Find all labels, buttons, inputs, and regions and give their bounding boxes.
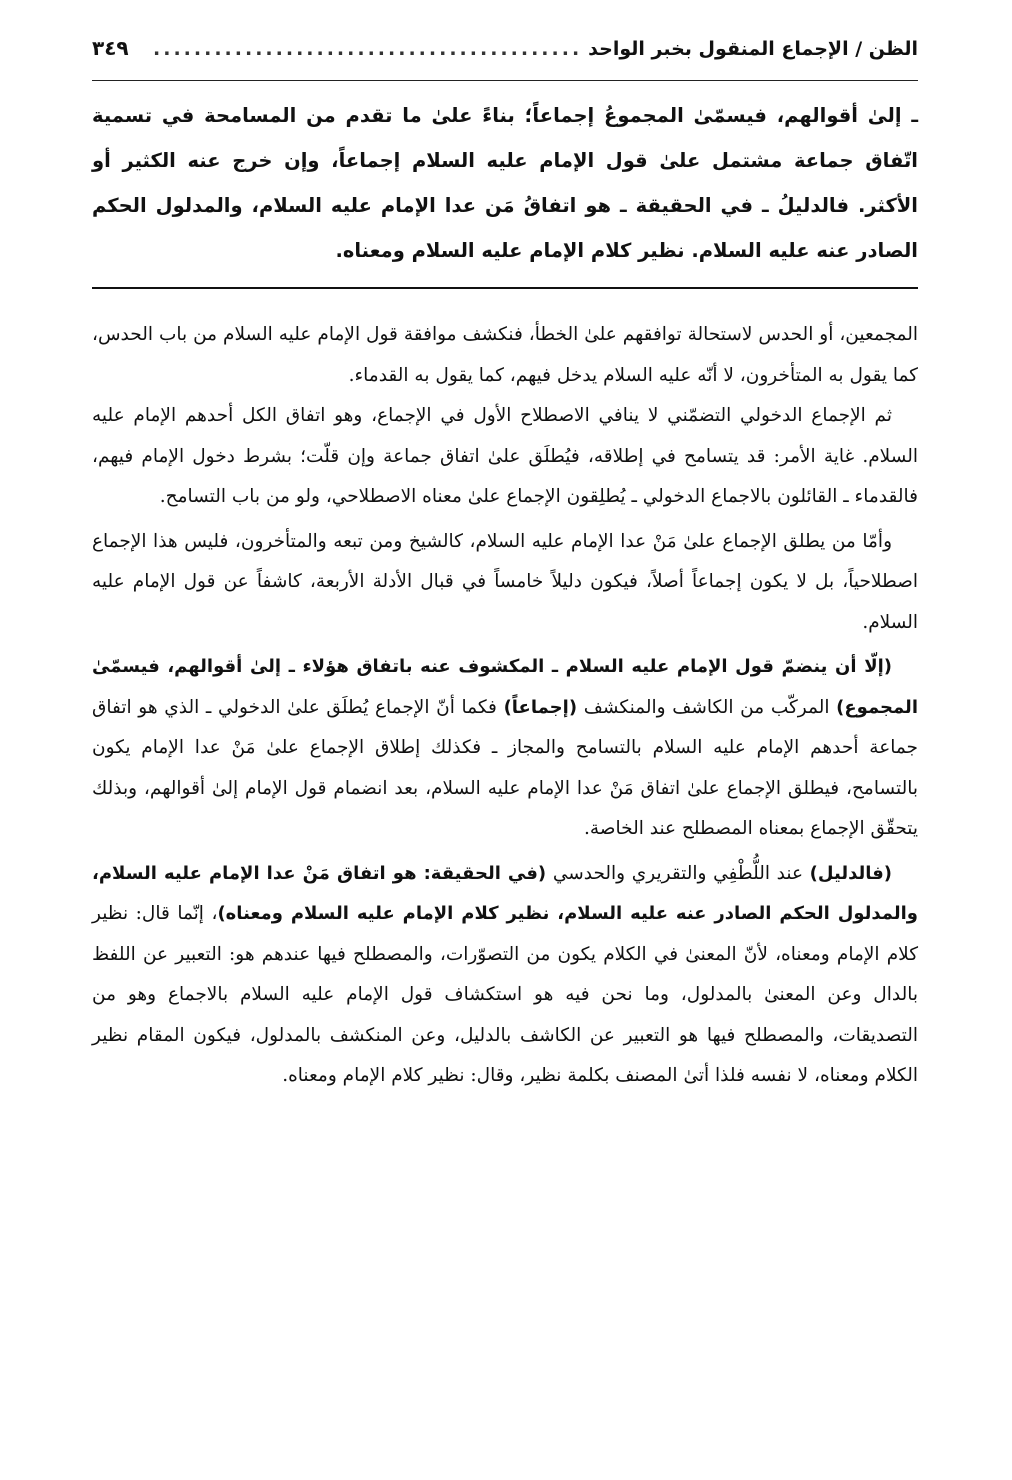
commentary-block bbox=[92, 315, 918, 1097]
separator-rule bbox=[92, 287, 918, 289]
commentary-paragraph-3: وأمّا من يطلق الإجماع علىٰ مَنْ عدا الإمام عليه السلام، كالشيخ ومن تبعه والمتأخرون، فليس هذا الإجماع اصطلاحياً، بل لا يكون إجماعاً أصلاً، فيكون دليلاً خامساً في قبال الأدلة الأربعة، كاشفاً عن قول الإمام عليه السلام. bbox=[92, 530, 918, 633]
leader-dots: .......................................... bbox=[153, 38, 583, 60]
commentary-text: فكما أنّ الإجماع يُطلَق علىٰ الدخولي ـ الذي هو اتفاق جماعة أحدهم الإمام عليه السلام بالتسامح والمجاز ـ فكذلك إطلاق الإجماع علىٰ مَنْ عدا الإمام يكون بالتسامح، فيطلق الإجماع علىٰ اتفاق مَنْ عدا الإمام عليه السلام، بعد انضمام قول الإمام إلىٰ أقوالهم، وبذلك يتحقّق الإجماع بمعناه المصطلح عند الخاصة. bbox=[92, 696, 918, 839]
main-text: ـ إلىٰ أقوالهم، فيسمّىٰ المجموعُ إجماعاً؛ بناءً علىٰ ما تقدم من المسامحة في تسمية اتّفاق جماعة مشتمل علىٰ قول الإمام عليه السلام إجماعاً، وإن خرج عنه الكثير أو الأكثر. فالدليلُ ـ في الحقيقة ـ هو اتفاقُ مَن عدا الإمام عليه السلام، والمدلول الحكم الصادر عنه عليه السلام. نظير كلام الإمام عليه السلام ومعناه. bbox=[92, 104, 918, 262]
quoted-text-lead: (إلّا أن ينضمّ قول الإمام عليه السلام ـ المكشوف عنه باتفاق هؤلاء ـ إلىٰ أقوالهم، فيسمّىٰ المجموع) bbox=[92, 656, 918, 718]
commentary-paragraph-2: ثم الإجماع الدخولي التضمّني لا ينافي الاصطلاح الأول في الإجماع، وهو اتفاق الكل أحدهم الإمام عليه السلام. غاية الأمر: قد يتسامح في إطلاقه، فيُطلَق علىٰ اتفاق جماعة وإن قلّت؛ بشرط دخول الإمام فيهم، فالقدماء ـ القائلون بالاجماع الدخولي ـ يُطلِقون الإجماع علىٰ معناه الاصطلاحي، ولو من باب التسامح. bbox=[92, 405, 918, 507]
commentary-text: عند اللُّطْفِي والتقريري والحدسي bbox=[546, 862, 810, 884]
commentary-paragraph-5 bbox=[92, 854, 918, 1097]
running-header bbox=[92, 36, 918, 81]
quoted-text: (في الحقيقة: هو اتفاق مَنْ عدا الإمام عليه السلام، والمدلول الحكم الصادر عنه عليه السلام، نظير كلام الإمام عليه السلام ومعناه) bbox=[92, 862, 918, 924]
quoted-text-lead: (فالدليل) bbox=[809, 862, 892, 884]
commentary-text: ، إنّما قال: نظير كلام الإمام ومعناه، لأنّ المعنىٰ في الكلام يكون من التصوّرات، والمصطلح فيها عندهم هو: التعبير عن اللفظ بالدال وعن المعنىٰ بالمدلول، وما نحن فيه هو استكشاف قول الإمام عليه السلام بالاجماع وهو من التصديقات، والمصطلح فيها هو التعبير عن الكاشف بالدليل، وعن المنكشف بالمدلول، فيكون المقام نظير الكلام ومعناه، لا نفسه فلذا أتىٰ المصنف بكلمة نظير، وقال: نظير كلام الإمام ومعناه. bbox=[92, 903, 918, 1086]
quoted-term: (إجماعاً) bbox=[503, 696, 578, 718]
main-text-block bbox=[92, 93, 918, 273]
book-page bbox=[92, 36, 918, 1097]
running-title: الظن / الإجماع المنقول بخبر الواحد bbox=[588, 38, 918, 60]
commentary-paragraph-4 bbox=[92, 647, 918, 850]
page-number: ٣٤٩ bbox=[92, 36, 129, 60]
commentary-text: المركّب من الكاشف والمنكشف bbox=[577, 696, 837, 718]
commentary-paragraph-1: المجمعين، أو الحدس لاستحالة توافقهم علىٰ الخطأ، فنكشف موافقة قول الإمام عليه السلام من باب الحدس، كما يقول به المتأخرون، لا أنّه عليه السلام يدخل فيهم، كما يقول به القدماء. bbox=[92, 324, 918, 386]
